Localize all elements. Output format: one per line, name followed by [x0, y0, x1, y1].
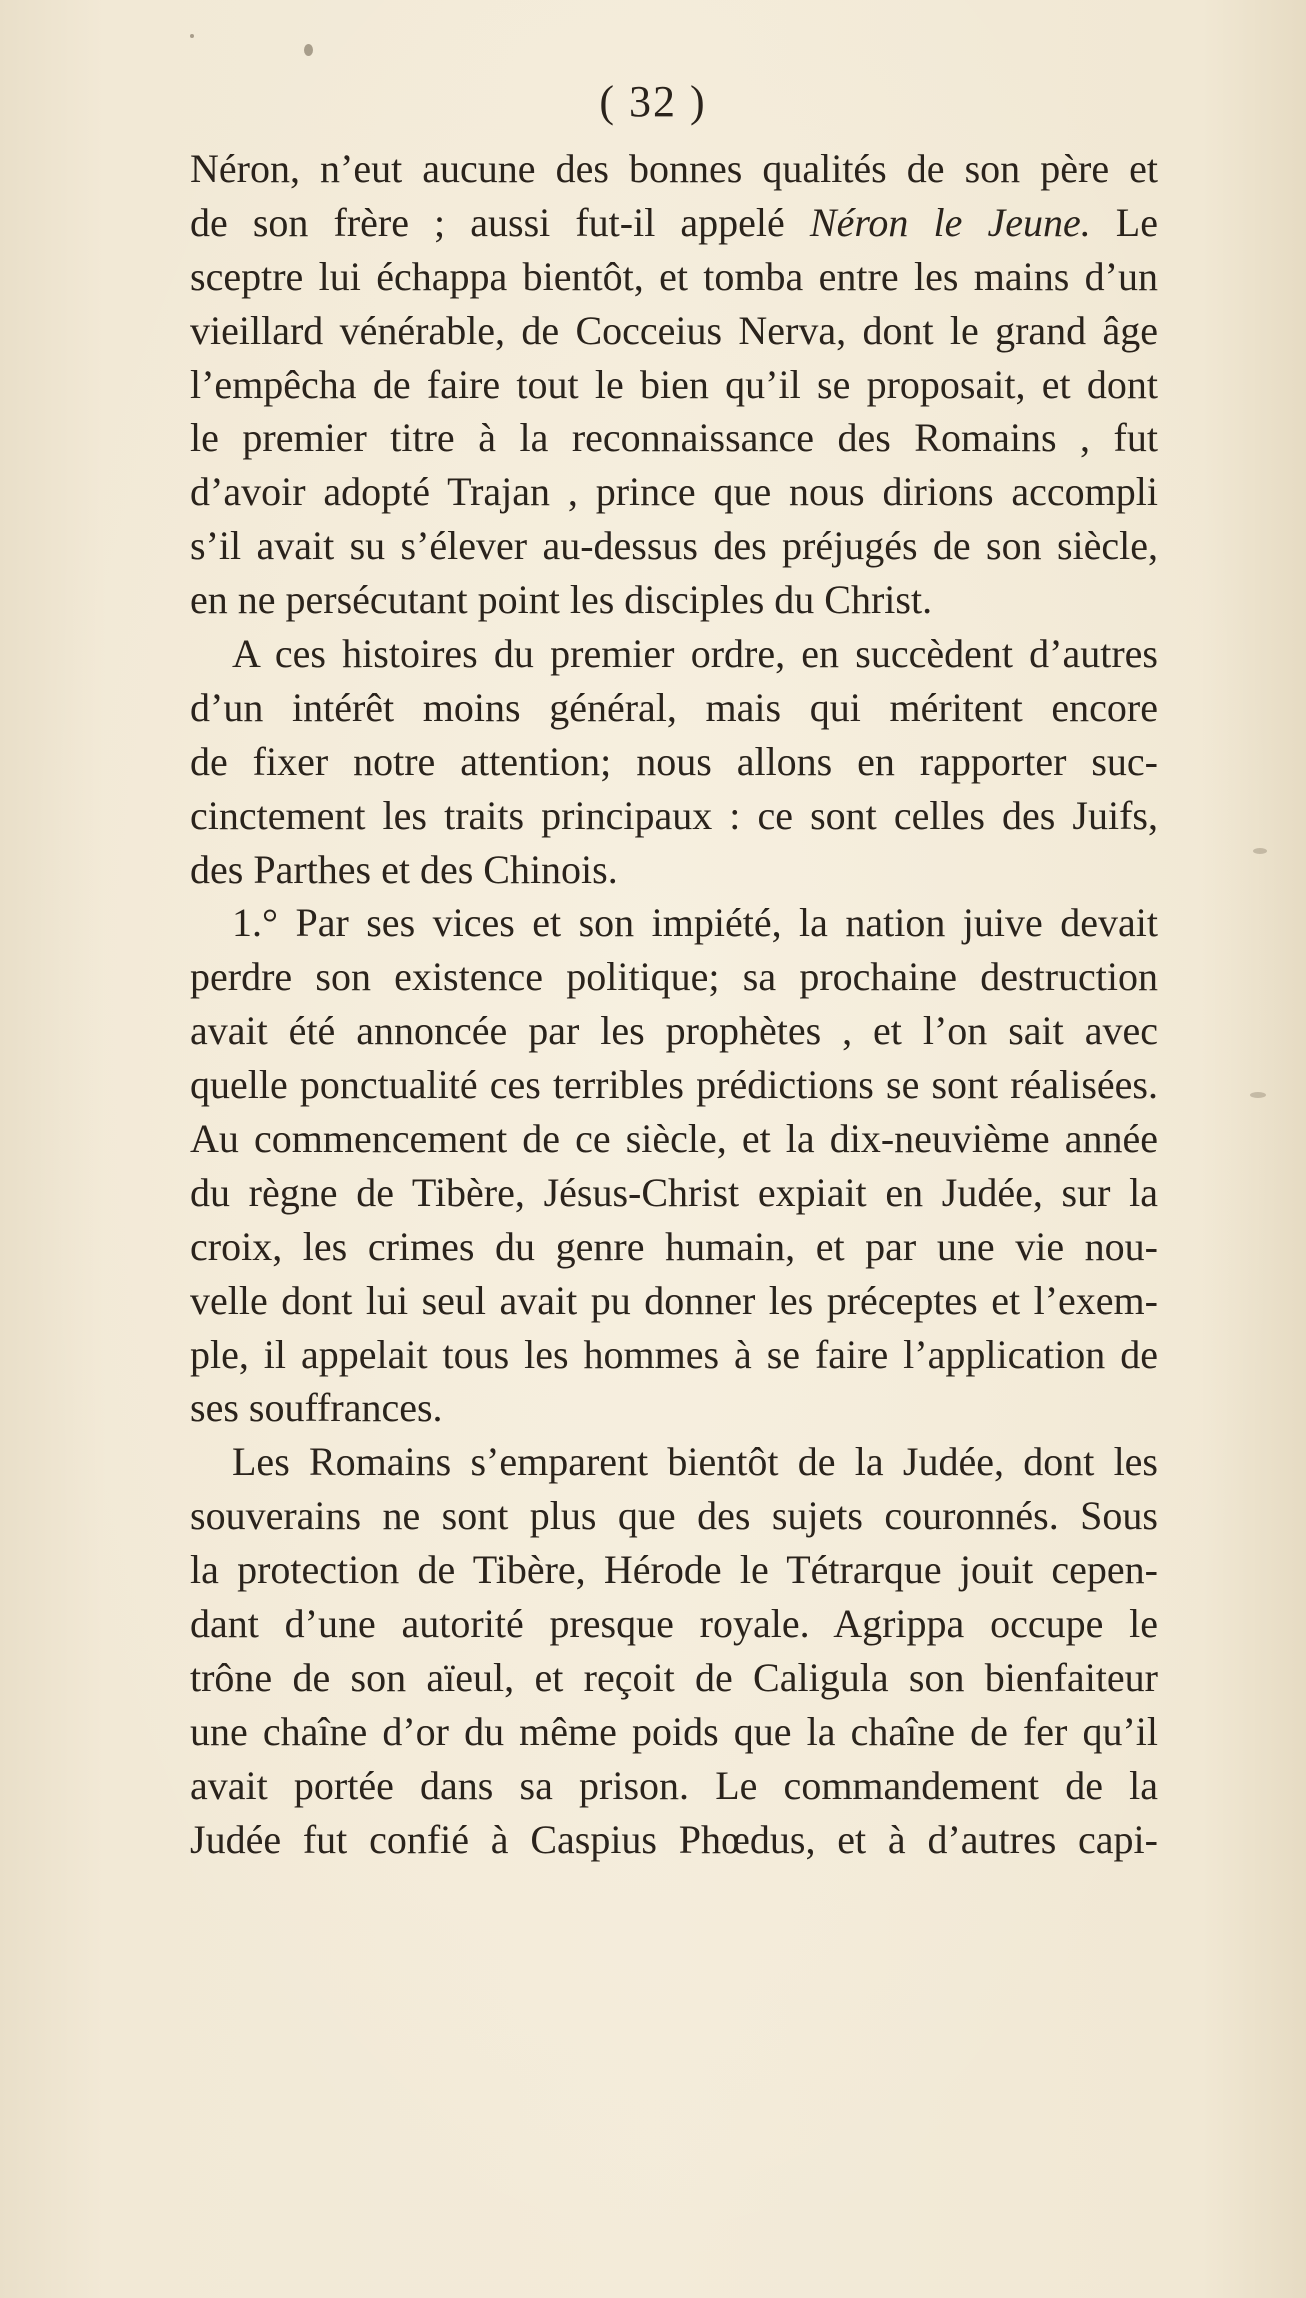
text-line: s’il avait su s’élever au-dessus des préjugés de son siècle,	[190, 523, 1158, 569]
body-text	[190, 142, 1158, 1867]
text-line: dant d’une autorité presque royale. Agrippa occupe le	[190, 1601, 1158, 1647]
text-line: 1.° Par ses vices et son impiété, la nation juive devait	[232, 900, 1158, 946]
text-line: ple, il appelait tous les hommes à se faire l’application de	[190, 1331, 1158, 1377]
text-line: Au commencement de ce siècle, et la dix-neuvième année	[190, 1116, 1158, 1162]
text-line: le premier titre à la reconnaissance des Romains , fut	[190, 415, 1158, 461]
paper-speck	[304, 44, 313, 56]
text-line: Les Romains s’emparent bientôt de la Judée, dont les	[232, 1439, 1158, 1485]
text-line: A ces histoires du premier ordre, en succèdent d’autres	[232, 631, 1158, 677]
text-line: du règne de Tibère, Jésus-Christ expiait en Judée, sur la	[190, 1169, 1158, 1215]
italic-title: Néron le Jeune.	[809, 199, 1091, 245]
text-line: avait été annoncée par les prophètes , et l’on sait avec	[190, 1008, 1158, 1054]
paper-speck	[190, 34, 194, 38]
text-line: trône de son aïeul, et reçoit de Caligula son bienfaiteur	[190, 1654, 1158, 1700]
text-line: avait portée dans sa prison. Le commandement de la	[190, 1762, 1158, 1808]
text-line: velle dont lui seul avait pu donner les préceptes et l’exem-	[190, 1277, 1158, 1323]
text-line: une chaîne d’or du même poids que la chaîne de fer qu’il	[190, 1708, 1158, 1754]
text-line: de fixer notre attention; nous allons en rapporter suc-	[190, 738, 1158, 784]
text-line	[190, 196, 1158, 250]
text-line: en ne persécutant point les disciples du Christ.	[190, 577, 933, 623]
text-line: souverains ne sont plus que des sujets couronnés. Sous	[190, 1493, 1158, 1539]
text-line: ses souffrances.	[190, 1385, 443, 1431]
text-line: vieillard vénérable, de Cocceius Nerva, dont le grand âge	[190, 307, 1158, 353]
text-run: de son frère ; aussi fut-il appelé	[190, 199, 810, 245]
text-line: quelle ponctualité ces terribles prédictions se sont réalisées.	[190, 1062, 1158, 1108]
text-line: d’avoir adopté Trajan , prince que nous dirions accompli	[190, 469, 1158, 515]
text-line: croix, les crimes du genre humain, et par une vie nou-	[190, 1223, 1158, 1269]
text-line: perdre son existence politique; sa prochaine destruction	[190, 954, 1158, 1000]
text-line: cinctement les traits principaux : ce sont celles des Juifs,	[190, 792, 1158, 838]
text-line: Judée fut confié à Caspius Phœdus, et à d’autres capi-	[190, 1816, 1158, 1862]
text-line: l’empêcha de faire tout le bien qu’il se proposait, et dont	[190, 361, 1158, 407]
text-run: Le	[1090, 199, 1158, 245]
text-line: sceptre lui échappa bientôt, et tomba entre les mains d’un	[190, 253, 1158, 299]
page-number: ( 32 )	[599, 77, 707, 126]
text-line: des Parthes et des Chinois.	[190, 846, 618, 892]
text-line: la protection de Tibère, Hérode le Tétrarque jouit cepen-	[190, 1547, 1158, 1593]
paper-speck	[1253, 848, 1267, 854]
paper-speck	[1250, 1092, 1266, 1098]
text-line: d’un intérêt moins général, mais qui méritent encore	[190, 684, 1158, 730]
text-line: Néron, n’eut aucune des bonnes qualités de son père et	[190, 146, 1158, 191]
